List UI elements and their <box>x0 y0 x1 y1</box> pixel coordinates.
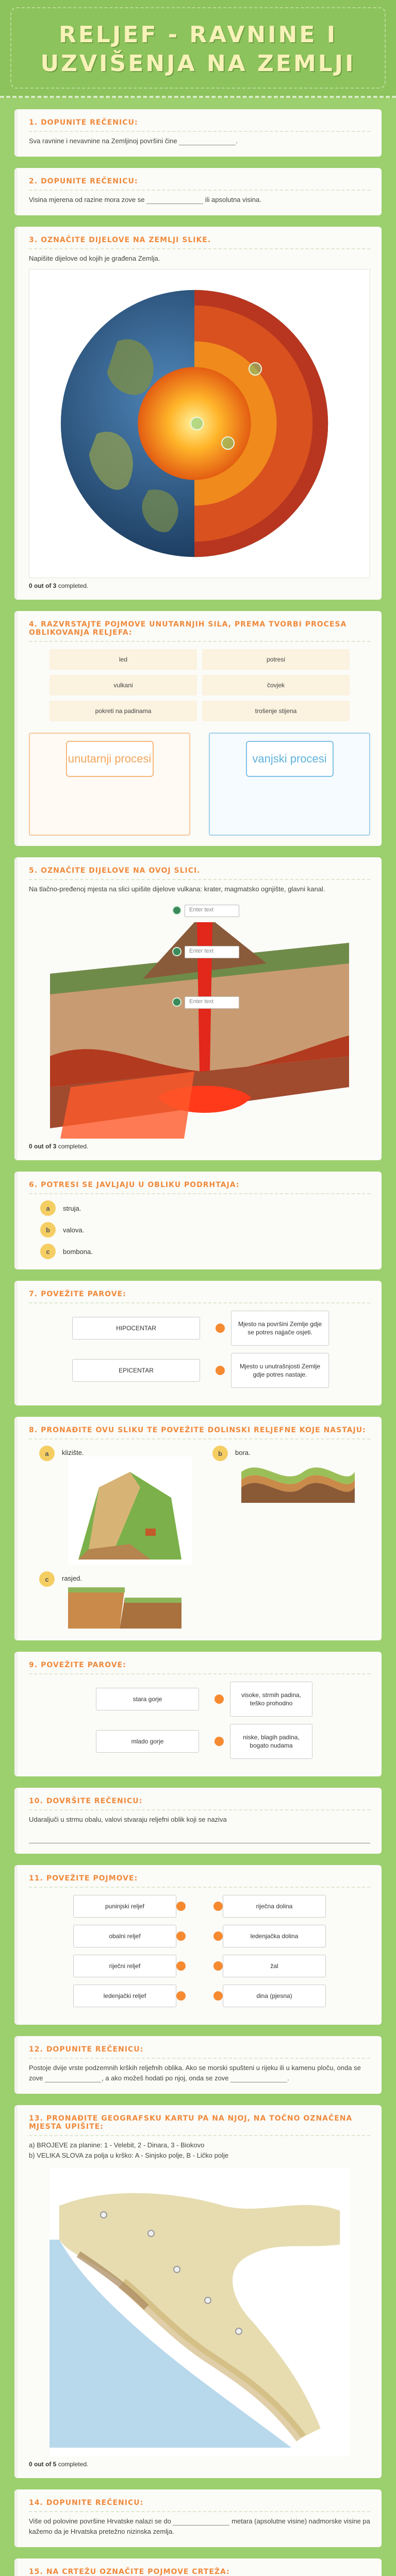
question-title-text: POVEŽITE PAROVE: <box>41 1661 126 1669</box>
connector-dot[interactable] <box>216 1324 225 1333</box>
question-12 <box>14 2036 382 2094</box>
option-text: bora. <box>235 1449 251 1456</box>
label-target-dot[interactable] <box>172 947 182 956</box>
match-definition[interactable]: riječna dolina <box>223 1895 326 1918</box>
question-number: 12. <box>29 2045 43 2054</box>
question-9-title <box>29 1661 370 1669</box>
answer-input[interactable] <box>29 1832 370 1843</box>
match-row <box>29 1985 370 2007</box>
question-number: 9. <box>29 1661 38 1669</box>
question-number: 15. <box>29 2568 43 2576</box>
fold-image <box>241 1456 355 1503</box>
answer-blank[interactable] <box>230 2075 287 2082</box>
question-11 <box>14 1865 382 2025</box>
match-definition[interactable]: dina (pjesna) <box>223 1985 326 2007</box>
match-connector <box>176 1961 223 1971</box>
question-14 <box>14 2489 382 2547</box>
choice-option-a[interactable] <box>40 1200 370 1216</box>
choice-option-c[interactable] <box>40 1244 370 1259</box>
option-letter-badge: a <box>40 1200 56 1216</box>
question-15-title <box>29 2568 370 2576</box>
volcano-image <box>39 902 360 1139</box>
sentence-end: ili apsolutna visina. <box>205 196 261 204</box>
match-row <box>29 1724 370 1759</box>
match-row <box>29 1895 370 1918</box>
completed-label: completed. <box>58 1143 89 1150</box>
match-connector <box>199 1736 230 1747</box>
match-term[interactable]: stara gorje <box>96 1688 199 1710</box>
label-target-dot[interactable] <box>172 997 182 1007</box>
question-number: 13. <box>29 2114 43 2123</box>
divider <box>29 1809 370 1810</box>
question-7 <box>14 1281 382 1405</box>
question-12-text <box>29 2063 370 2083</box>
question-4-title <box>29 620 370 637</box>
question-number: 8. <box>29 1426 38 1434</box>
question-4 <box>14 611 382 846</box>
question-14-text <box>29 2516 370 2537</box>
connector-dot[interactable] <box>176 1902 186 1911</box>
match-row <box>29 1955 370 1977</box>
connector-dot[interactable] <box>176 1931 186 1941</box>
answer-blank[interactable] <box>179 138 236 145</box>
answer-blank[interactable] <box>146 197 203 204</box>
question-2 <box>14 168 382 215</box>
match-definition[interactable]: ledenjačka dolina <box>223 1925 326 1947</box>
question-number: 3. <box>29 236 38 244</box>
connector-dot[interactable] <box>213 1961 223 1971</box>
choice-option-b[interactable] <box>212 1446 360 1566</box>
question-title-text: OZNAČITE DIJELOVE NA OVOJ SLICI. <box>41 867 201 875</box>
match-term[interactable]: ledenjački reljef <box>73 1985 176 2007</box>
question-5-title <box>29 867 370 875</box>
answer-blank[interactable] <box>173 2518 229 2526</box>
connector-dot[interactable] <box>214 1737 224 1746</box>
divider <box>29 248 370 249</box>
match-row <box>29 1311 370 1346</box>
connector-dot[interactable] <box>213 1931 223 1941</box>
earth-label-hotspot-crust[interactable] <box>249 362 262 376</box>
worksheet-header <box>0 0 396 98</box>
question-6 <box>14 1172 382 1269</box>
divider <box>29 1438 370 1439</box>
question-1-text <box>29 136 370 146</box>
connector-dot[interactable] <box>216 1366 225 1375</box>
question-5 <box>14 857 382 1160</box>
option-text: valova. <box>63 1226 85 1234</box>
sentence-start: Više od polovine površine Hrvatske nalazi se do <box>29 2517 171 2525</box>
answer-blank[interactable] <box>45 2075 102 2082</box>
option-letter-badge: c <box>39 1571 55 1587</box>
match-term[interactable]: riječni reljef <box>73 1955 176 1977</box>
match-row <box>29 1682 370 1717</box>
question-11-title <box>29 1874 370 1883</box>
question-3-progress <box>29 582 370 589</box>
bin-label: unutarnji procesi <box>66 741 154 777</box>
question-8 <box>14 1417 382 1640</box>
question-2-text <box>29 195 370 205</box>
match-row <box>29 1353 370 1388</box>
bin-label: vanjski procesi <box>246 741 334 777</box>
question-12-title <box>29 2045 370 2054</box>
question-number: 14. <box>29 2499 43 2507</box>
question-title-text: DOPUNITE REČENICU: <box>46 2499 144 2507</box>
earth-label-hotspot-mantle[interactable] <box>190 417 204 430</box>
bin-external-processes[interactable] <box>209 733 370 836</box>
match-term[interactable]: HIPOCENTAR <box>72 1317 200 1340</box>
question-title-text: POTRESI SE JAVLJAJU U OBLIKU PODRHTAJA: <box>41 1181 240 1189</box>
croatia-map-image <box>50 2168 350 2456</box>
label-target-dot[interactable] <box>172 906 182 915</box>
completed-count: 0 out of 3 <box>29 582 57 589</box>
choice-option-a[interactable] <box>39 1446 192 1566</box>
question-title-text: OZNAČITE DIJELOVE NA ZEMLJI SLIKE. <box>41 236 211 244</box>
match-definition[interactable]: Mjesto na površini Zemlje gdje se potres najjače osjeti. <box>231 1311 329 1346</box>
question-title-text: RAZVRSTAJTE POJMOVE UNUTARNJIH SILA, PREMA TVORBI PROCESA OBLIKOVANJA RELJEFA: <box>29 620 347 637</box>
match-term[interactable]: puninjski reljef <box>73 1895 176 1918</box>
choice-option-c[interactable] <box>39 1571 192 1630</box>
question-10-title <box>29 1797 370 1805</box>
earth-label-hotspot-core[interactable] <box>221 436 235 450</box>
sentence-end: . <box>287 2074 289 2082</box>
map-pin[interactable] <box>204 2297 211 2304</box>
sentence-start: Sva ravnine i nevavnine na Zemljinoj površini čine <box>29 137 177 145</box>
draggable-word-bank <box>50 649 350 721</box>
category-bins <box>29 733 370 836</box>
label-input-2[interactable]: Enter text <box>185 946 239 958</box>
question-13 <box>14 2105 382 2478</box>
volcano-illustration <box>39 902 360 1139</box>
draggable-word[interactable]: pokreti na padinama <box>50 701 197 721</box>
match-definition[interactable]: žal <box>223 1955 326 1977</box>
match-term[interactable]: EPICENTAR <box>72 1359 200 1382</box>
instruction-line-b: b) VELIKA SLOVA za polja u krško: A - Sinjsko polje, B - Ličko polje <box>29 2151 229 2159</box>
divider <box>29 190 370 191</box>
match-connector <box>176 1901 223 1911</box>
divider <box>29 131 370 132</box>
question-number: 1. <box>29 118 38 127</box>
question-number: 6. <box>29 1181 38 1189</box>
divider <box>29 2511 370 2512</box>
question-number: 5. <box>29 867 38 875</box>
connector-dot[interactable] <box>213 1902 223 1911</box>
divider <box>29 641 370 642</box>
croatia-map <box>50 2168 350 2456</box>
divider <box>29 1673 370 1674</box>
match-connector <box>200 1323 231 1333</box>
sentence-end: . <box>236 137 238 145</box>
option-text: rasjed. <box>62 1574 82 1582</box>
question-title-text: DOPUNITE REČENICU: <box>41 118 138 127</box>
question-3-title <box>29 236 370 244</box>
question-10-text: Udaraljuči u strmu obalu, valovi stvaraju reljefni oblik koji se naziva <box>29 1816 227 1823</box>
divider <box>29 2058 370 2059</box>
worksheet-title-line-2: UZVIŠENJA NA ZEMLJI <box>40 50 356 77</box>
label-input-1[interactable]: Enter text <box>185 905 239 917</box>
connector-dot[interactable] <box>214 1694 224 1704</box>
option-letter-badge: a <box>39 1446 55 1461</box>
question-number: 11. <box>29 1874 43 1883</box>
divider <box>29 1887 370 1888</box>
choice-option-b[interactable] <box>40 1222 370 1238</box>
match-connector <box>200 1365 231 1376</box>
map-pin[interactable] <box>235 2328 242 2335</box>
earth-structure-image <box>29 269 370 578</box>
divider <box>29 2135 370 2136</box>
question-1 <box>14 109 382 157</box>
question-title-text: PRONAĐITE OVU SLIKU TE POVEŽITE DOLINSKI RELJEFNE KOJE NASTAJU: <box>41 1426 366 1434</box>
question-10 <box>14 1788 382 1854</box>
question-title-text: DOVRŠITE REČENICU: <box>46 1797 143 1805</box>
match-term[interactable]: obalni reljef <box>73 1925 176 1947</box>
question-13-progress <box>29 2461 370 2468</box>
question-title-text: NA CRTEŽU OZNAČITE POJMOVE CRTEŽA: <box>46 2568 230 2576</box>
draggable-word[interactable]: čovjek <box>202 675 350 696</box>
completed-count: 0 out of 3 <box>29 1143 57 1150</box>
match-definition[interactable]: niske, blagih padina, bogato nudama <box>230 1724 312 1759</box>
question-8-title <box>29 1426 370 1434</box>
question-3 <box>14 227 382 600</box>
map-pin[interactable] <box>147 2230 155 2237</box>
question-5-progress <box>29 1143 370 1150</box>
sentence-start: Postoje dvije vrste podzemnih krških reljefnih oblika. Ako se morski spušteni u rijeku ili u kamenu ploču, onda se zove <box>29 2064 361 2082</box>
question-15 <box>14 2558 382 2576</box>
divider <box>29 1302 370 1303</box>
option-letter-badge: c <box>40 1244 56 1259</box>
question-number: 7. <box>29 1290 38 1298</box>
draggable-word[interactable]: potresi <box>202 649 350 670</box>
connector-dot[interactable] <box>176 1991 186 2001</box>
sentence-middle: , a ako možeš hodati po njoj, onda se zove <box>102 2074 229 2082</box>
question-number: 4. <box>29 620 38 629</box>
question-5-instructions: Na tlačno-pređenoj mjesta na slici upišite dijelove vulkana: krater, magmatsko ognjište, glavni kanal. <box>29 885 325 893</box>
instruction-line-a: a) BROJEVE za planine: 1 - Velebit, 2 - Dinara, 3 - Biokovo <box>29 2141 205 2149</box>
match-row <box>29 1925 370 1947</box>
question-number: 2. <box>29 177 38 185</box>
fault-image <box>68 1582 182 1629</box>
connector-dot[interactable] <box>213 1991 223 2001</box>
landslide-image <box>68 1456 192 1565</box>
sentence-end: metara (apsolutne visine) nadmorske visine pa kažemo da je Hrvatska pretežno nizinska zemlja. <box>29 2517 370 2535</box>
map-pin[interactable] <box>173 2266 180 2273</box>
label-input-3[interactable]: Enter text <box>185 996 239 1009</box>
option-text: bombona. <box>63 1247 93 1256</box>
option-text: klizište. <box>62 1449 84 1456</box>
question-1-title <box>29 118 370 127</box>
connector-dot[interactable] <box>176 1961 186 1971</box>
question-title-text: DOPUNITE REČENICU: <box>41 177 138 185</box>
match-term[interactable]: mlado gorje <box>96 1730 199 1753</box>
question-6-title <box>29 1181 370 1189</box>
match-connector <box>199 1694 230 1704</box>
sentence-start: Visina mjerena od razine mora zove se <box>29 196 145 204</box>
option-text: struja. <box>63 1204 81 1212</box>
map-pin[interactable] <box>100 2211 107 2218</box>
completed-label: completed. <box>58 582 89 589</box>
question-title-text: POVEŽITE PAROVE: <box>41 1290 126 1298</box>
question-14-title <box>29 2499 370 2507</box>
match-connector <box>176 1931 223 1941</box>
question-number: 10. <box>29 1797 43 1805</box>
question-title-text: POVEŽITE POJMOVE: <box>46 1874 138 1883</box>
completed-count: 0 out of 5 <box>29 2461 57 2468</box>
question-3-instructions: Napišite dijelove od kojih je građena Zemlja. <box>29 255 160 262</box>
match-definition[interactable]: Mjesto u unutrašnjosti Zemlje gdje potres nastaje. <box>231 1353 329 1388</box>
completed-label: completed. <box>58 2461 89 2468</box>
question-13-title <box>29 2114 370 2131</box>
bin-internal-processes[interactable] <box>29 733 190 836</box>
image-choice-grid <box>39 1446 360 1630</box>
question-title-text: PRONAĐITE GEOGRAFSKU KARTU PA NA NJOJ, NA TOČNO OZNAČENA MJESTA UPIŠITE: <box>29 2114 353 2131</box>
divider <box>29 879 370 880</box>
question-2-title <box>29 177 370 185</box>
worksheet-title-line-1: RELJEF - RAVNINE I <box>58 22 338 48</box>
question-9 <box>14 1652 382 1776</box>
question-title-text: DOPUNITE REČENICU: <box>46 2045 144 2054</box>
option-letter-badge: b <box>40 1222 56 1238</box>
match-definition[interactable]: visoke, strmih padina, teško prohodno <box>230 1682 312 1717</box>
divider <box>29 1193 370 1194</box>
draggable-word[interactable]: vulkani <box>50 675 197 696</box>
option-letter-badge: b <box>212 1446 228 1461</box>
draggable-word[interactable]: led <box>50 649 197 670</box>
match-connector <box>176 1991 223 2001</box>
draggable-word[interactable]: trošenje stijena <box>202 701 350 721</box>
question-7-title <box>29 1290 370 1298</box>
